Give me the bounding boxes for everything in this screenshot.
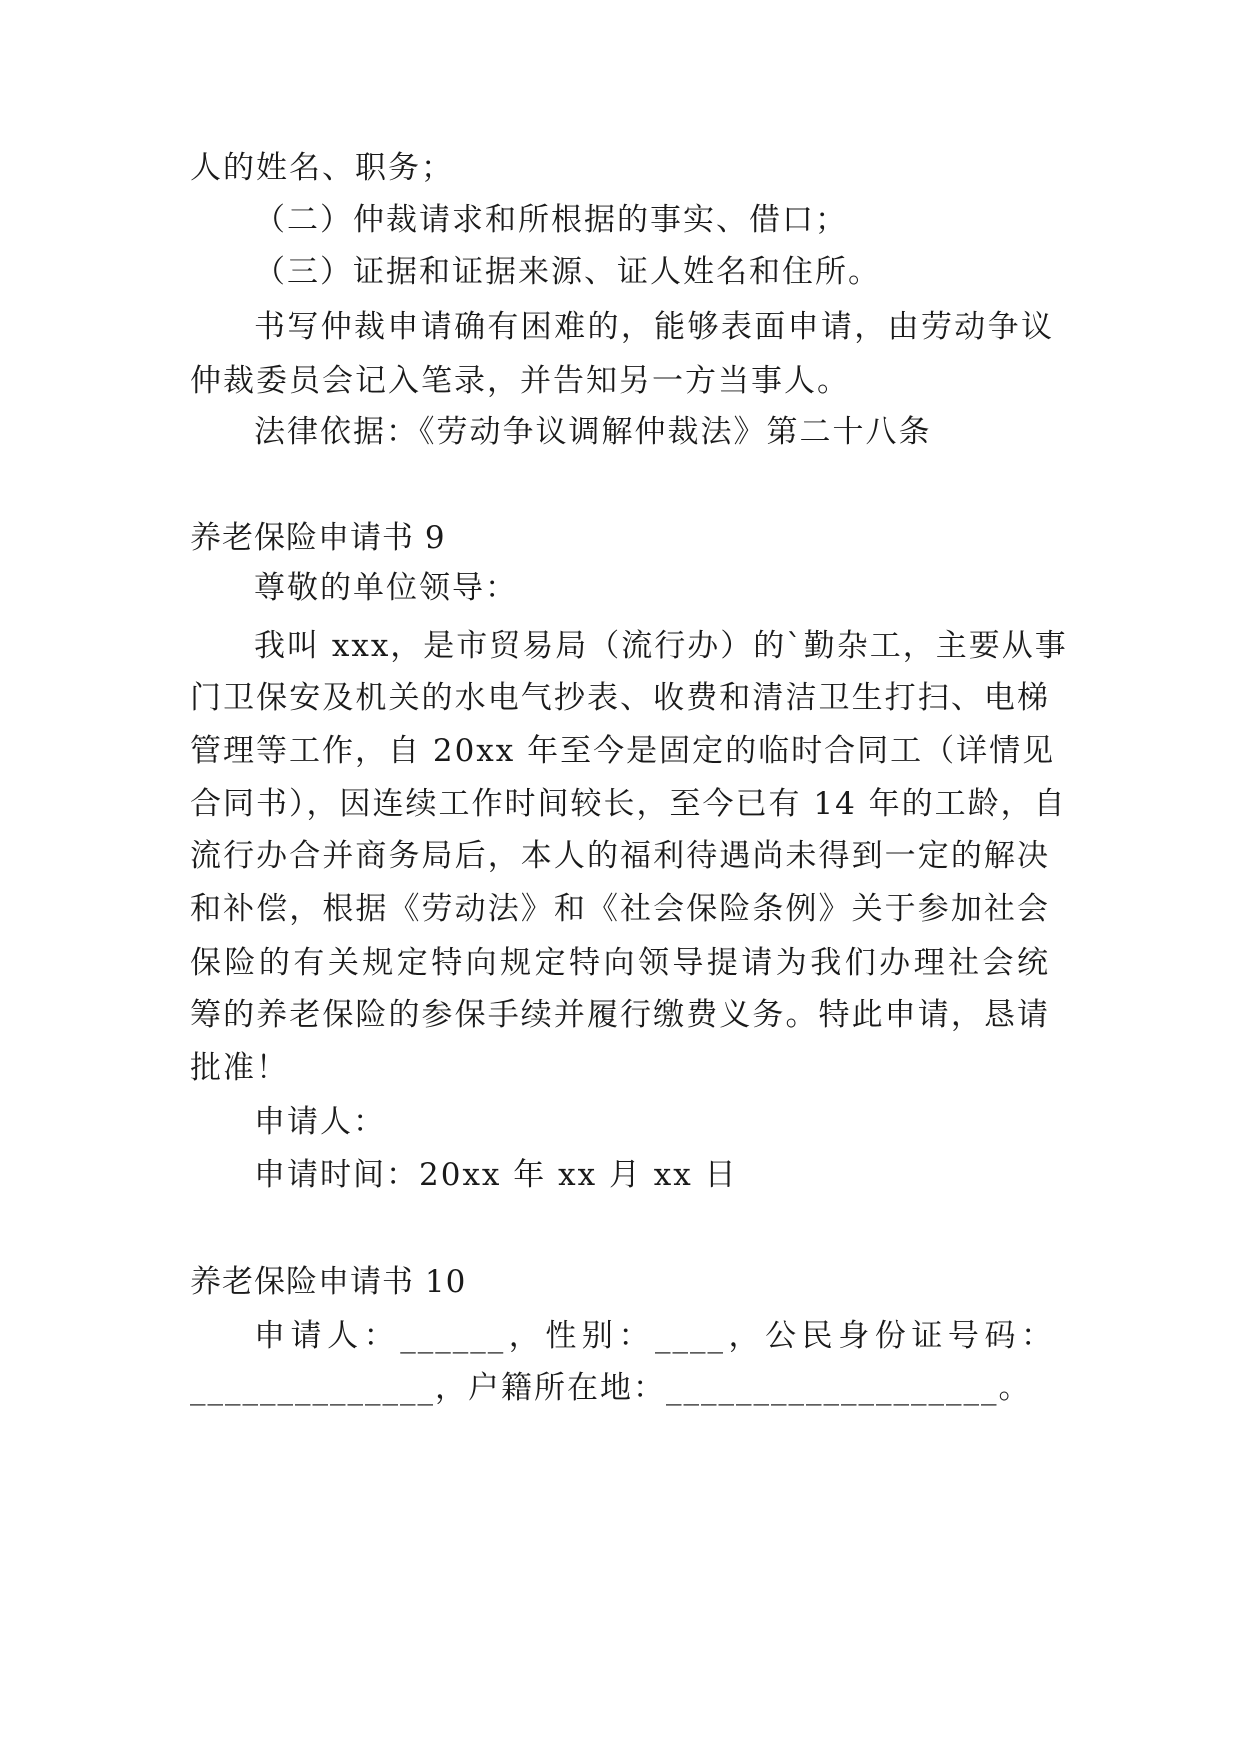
- form-line: 申请人：______，性别：____，公民身份证号码：: [254, 1318, 1054, 1354]
- paragraph-line: 流行办合并商务局后，本人的福利待遇尚未得到一定的解决: [190, 838, 1050, 874]
- paragraph-line: 和补偿，根据《劳动法》和《社会保险条例》关于参加社会: [190, 891, 1050, 927]
- paragraph-line: 合同书），因连续工作时间较长，至今已有 14 年的工龄，自: [190, 786, 1067, 822]
- paragraph-line: 书写仲裁申请确有困难的，能够表面申请，由劳动争议: [254, 309, 1054, 345]
- section-title: 养老保险申请书 10: [190, 1264, 467, 1300]
- section-title: 养老保险申请书 9: [190, 520, 446, 556]
- applicant-label: 申请人：: [254, 1104, 386, 1140]
- list-item: （三）证据和证据来源、证人姓名和住所。: [254, 254, 881, 290]
- salutation: 尊敬的单位领导：: [254, 570, 518, 606]
- paragraph-line: 管理等工作，自 20xx 年至今是固定的临时合同工（详情见: [190, 733, 1056, 769]
- paragraph-line: 筹的养老保险的参保手续并履行缴费义务。特此申请，恳请: [190, 997, 1050, 1033]
- list-item: （二）仲裁请求和所根据的事实、借口；: [254, 202, 848, 238]
- legal-basis: 法律依据：《劳动争议调解仲裁法》第二十八条: [254, 414, 932, 450]
- paragraph-line: 批准！: [190, 1050, 289, 1086]
- paragraph-line: 保险的有关规定特向规定特向领导提请为我们办理社会统: [190, 945, 1050, 981]
- form-line: ______________，户籍所在地：___________________。: [190, 1370, 1032, 1406]
- application-date: 申请时间：20xx 年 xx 月 xx 日: [254, 1157, 738, 1193]
- paragraph-line: 门卫保安及机关的水电气抄表、收费和清洁卫生打扫、电梯: [190, 680, 1050, 716]
- paragraph-line: 人的姓名、职务；: [190, 150, 454, 186]
- paragraph-line: 我叫 xxx，是市贸易局（流行办）的`勤杂工，主要从事: [254, 628, 1068, 664]
- paragraph-line: 仲裁委员会记入笔录，并告知另一方当事人。: [190, 363, 850, 399]
